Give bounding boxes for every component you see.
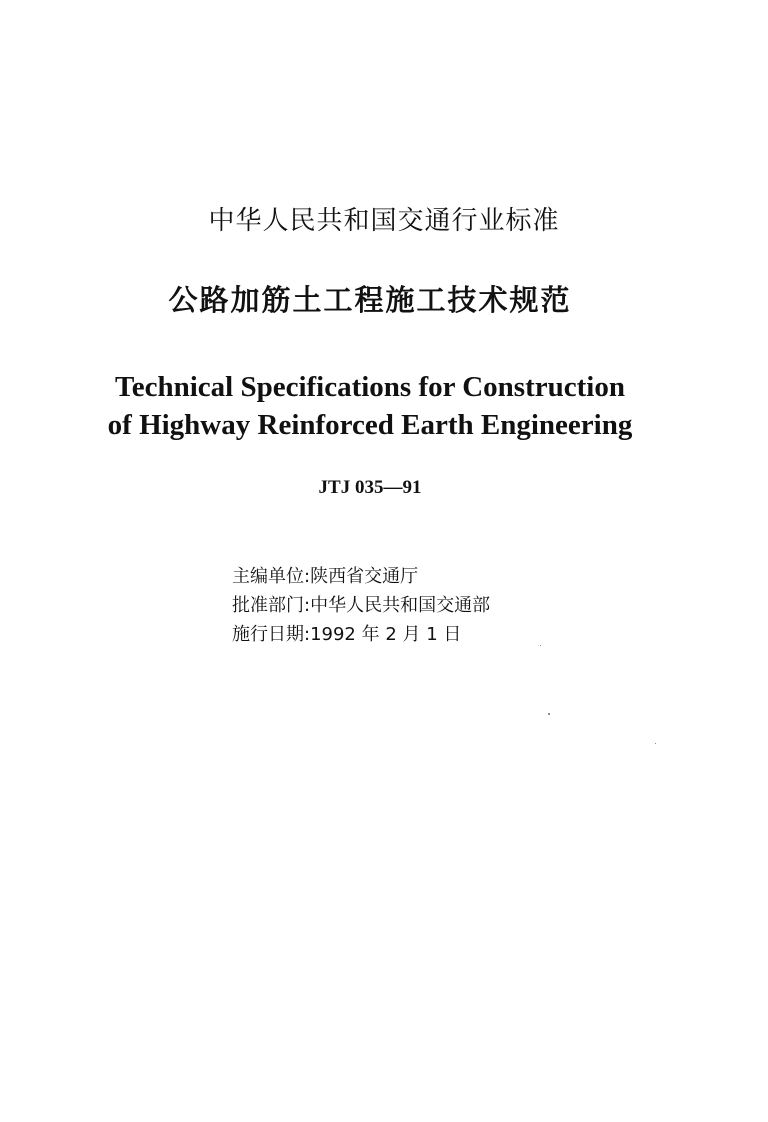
detail-label: 施行日期: bbox=[232, 624, 311, 645]
detail-effective-date bbox=[232, 620, 490, 649]
detail-value: 中华人民共和国交通部 bbox=[310, 595, 491, 616]
document-details bbox=[232, 562, 490, 649]
detail-value: 陕西省交通厅 bbox=[310, 566, 419, 587]
standard-category: 中华人民共和国交通行业标准 bbox=[208, 206, 560, 236]
detail-editor-unit bbox=[232, 562, 490, 591]
scan-speck bbox=[548, 713, 550, 715]
english-title bbox=[0, 368, 740, 444]
scan-speck bbox=[540, 645, 541, 646]
english-title-line-2: of Highway Reinforced Earth Engineering bbox=[107, 409, 633, 441]
scan-speck bbox=[655, 743, 656, 744]
detail-approving-department bbox=[232, 591, 490, 620]
detail-label: 主编单位: bbox=[232, 566, 311, 587]
chinese-title: 公路加筋土工程施工技术规范 bbox=[168, 283, 572, 317]
english-title-line-1: Technical Specifications for Construction bbox=[115, 371, 625, 403]
standard-code: JTJ 035—91 bbox=[318, 477, 422, 498]
detail-value: 1992 年 2 月 1 日 bbox=[310, 624, 462, 645]
detail-label: 批准部门: bbox=[232, 595, 311, 616]
